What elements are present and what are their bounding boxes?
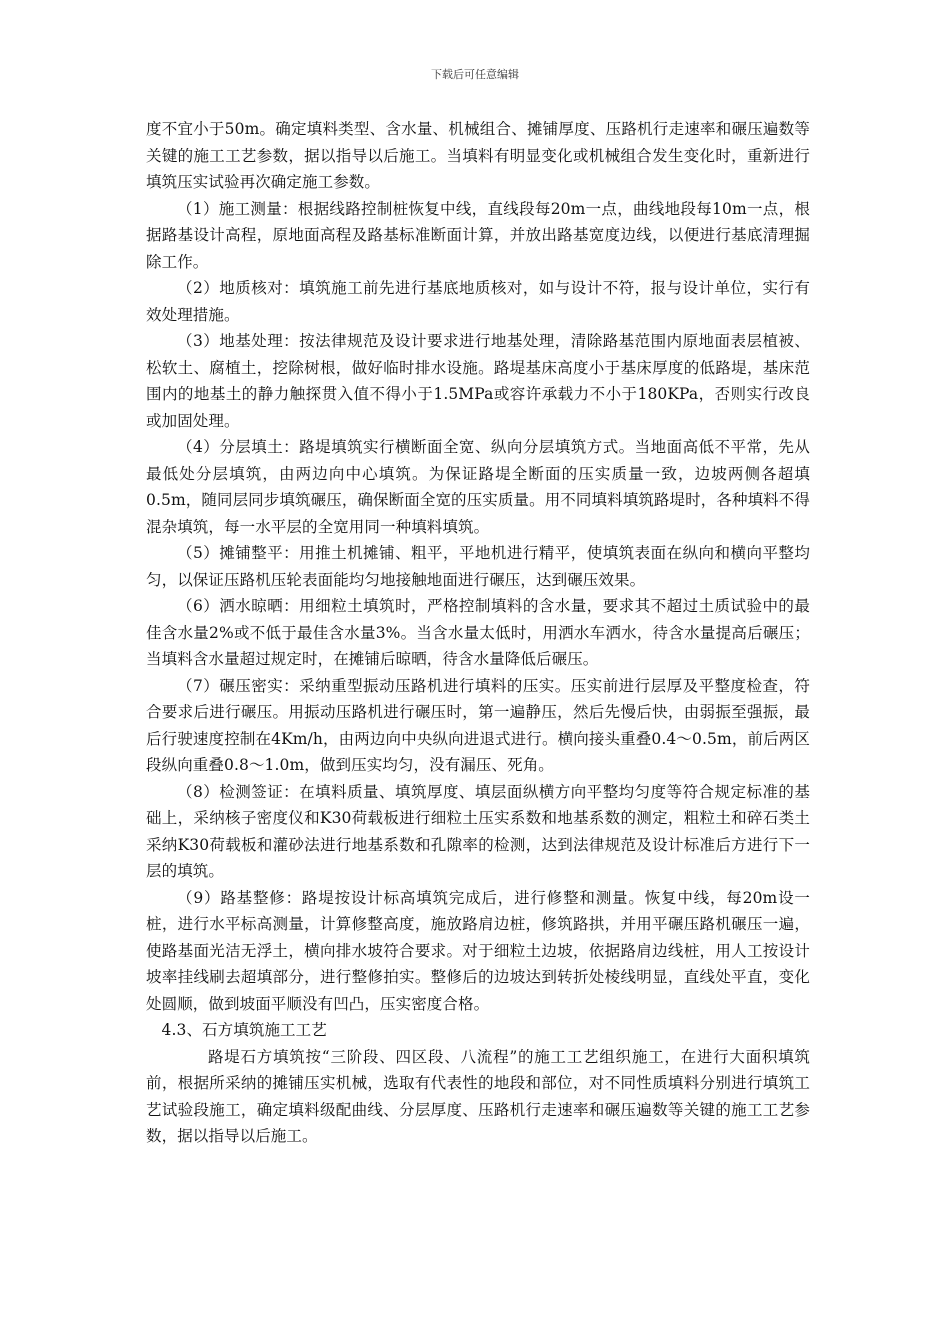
paragraph-spreading-leveling: （5）摊铺整平：用推土机摊铺、粗平，平地机进行精平，使填筑表面在纵向和横向平整均匀，以保证压路机压轮表面能均匀地接触地面进行碾压，达到碾压效果。 [146,544,810,589]
document-body [146,116,810,1150]
paragraph-foundation-treatment: （3）地基处理：按法律规范及设计要求进行地基处理，清除路基范围内原地面表层植被、松软土、腐植土，挖除树根，做好临时排水设施。路堤基床高度小于基床厚度的低路堤，基床范围内的地基土的静力触探贯入值不得小于1.5MPa或容许承载力不小于180KPa，否则实行改良或加固处理。 [146,332,810,430]
paragraph-compaction: （7）碾压密实：采纳重型振动压路机进行填料的压实。压实前进行层厚及平整度检查，符合要求后进行碾压。用振动压路机进行碾压时，第一遍静压，然后先慢后快，由弱振至强振，最后行驶速度控制在4Km/h，由两边向中央纵向进退式进行。横向接头重叠0.4～0.5m，前后两区段纵向重叠0.8～1.0m，做到压实均匀，没有漏压、死角。 [146,676,810,774]
paragraph-continuation: 度不宜小于50m。确定填料类型、含水量、机械组合、摊铺厚度、压路机行走速率和碾压遍数等关键的施工工艺参数，据以指导以后施工。当填料有明显变化或机械组合发生变化时，重新进行填筑压实试验再次确定施工参数。 [146,120,810,191]
page-header: 下载后可任意编辑 [431,68,519,81]
paragraph-layered-filling: （4）分层填土：路堤填筑实行横断面全宽、纵向分层填筑方式。当地面高低不平常，先从最低处分层填筑，由两边向中心填筑。为保证路堤全断面的压实质量一致，边坡两侧各超填0.5m，随同层同步填筑碾压，确保断面全宽的压实质量。用不同填料填筑路堤时，各种填料不得混杂填筑，每一水平层的全宽用同一种填料填筑。 [146,438,810,536]
paragraph-subgrade-trimming: （9）路基整修：路堤按设计标高填筑完成后，进行修整和测量。恢复中线，每20m设一桩，进行水平标高测量，计算修整高度，施放路肩边桩，修筑路拱，并用平碾压路机碾压一遍，使路基面光洁无浮土，横向排水坡符合要求。对于细粒土边坡，依据路肩边线桩，用人工按设计坡率挂线刷去超填部分，进行整修拍实。整修后的边坡达到转折处棱线明显，直线处平直，变化处圆顺，做到坡面平顺没有凹凸，压实密度合格。 [146,888,810,1013]
paragraph-construction-survey: （1）施工测量：根据线路控制桩恢复中线，直线段每20m一点，曲线地段每10m一点，根据路基设计高程，原地面高程及路基标准断面计算，并放出路基宽度边线，以便进行基底清理掘除工作。 [146,199,810,271]
paragraph-geology-check: （2）地质核对：填筑施工前先进行基底地质核对，如与设计不符，报与设计单位，实行有效处理措施。 [146,279,810,324]
section-title: 4.3、石方填筑施工工艺 [161,1021,327,1039]
paragraph-watering-drying: （6）洒水晾晒：用细粒土填筑时，严格控制填料的含水量，要求其不超过土质试验中的最佳含水量2%或不低于最佳含水量3%。当含水量太低时，用洒水车洒水，待含水量提高后碾压；当填料含水量超过规定时，在摊铺后晾晒，待含水量降低后碾压。 [146,597,810,668]
paragraph-rock-filling: 路堤石方填筑按“三阶段、四区段、八流程”的施工工艺组织施工，在进行大面积填筑前，根据所采纳的摊铺压实机械，选取有代表性的地段和部位，对不同性质填料分别进行填筑工艺试验段施工，确定填料级配曲线、分层厚度、压路机行走速率和碾压遍数等关键的施工工艺参数，据以指导以后施工。 [146,1047,810,1145]
paragraph-inspection: （8）检测签证：在填料质量、填筑厚度、填层面纵横方向平整均匀度等符合规定标准的基础上，采纳核子密度仪和K30荷载板进行细粒土压实系数和地基系数的测定，粗粒土和碎石类土采纳K30荷载板和灌砂法进行地基系数和孔隙率的检测，达到法律规范及设计标准后方进行下一层的填筑。 [146,782,810,880]
